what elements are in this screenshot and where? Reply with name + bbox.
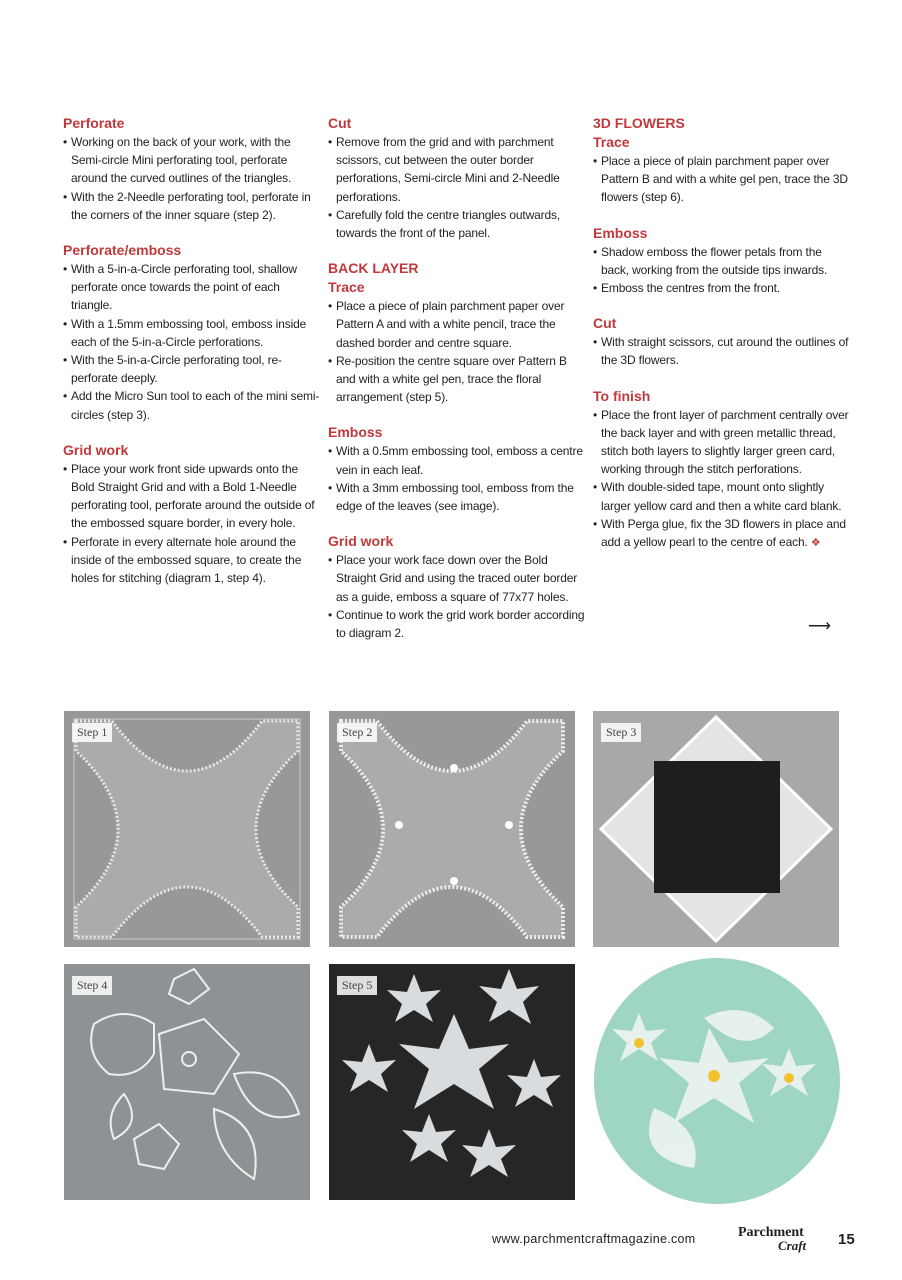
instruction-text: With a 0.5mm embossing tool, emboss a centre vein in each leaf. — [336, 444, 583, 477]
section — [593, 387, 851, 553]
column-2 — [328, 114, 586, 659]
section — [63, 241, 321, 424]
step-label: Step 2 — [337, 723, 377, 742]
column-3 — [593, 114, 851, 569]
column-1 — [63, 114, 321, 604]
instruction-text: Place your work front side upwards onto the Bold Straight Grid and with a Bold 1-Needle perforating tool, perforate around the outside of the embossed square border, in every hole. — [71, 461, 315, 531]
instruction-text: With a 1.5mm embossing tool, emboss inside each of the 5-in-a-Circle perforations. — [71, 316, 307, 349]
instruction-text: Carefully fold the centre triangles outwards, towards the front of the panel. — [336, 207, 561, 241]
finished-card-photo — [594, 958, 840, 1204]
section-heading: Grid work — [328, 533, 394, 550]
instruction-list — [328, 133, 586, 242]
instruction-list — [63, 260, 321, 424]
instruction-item — [593, 478, 851, 514]
instruction-text: Continue to work the grid work border according to diagram 2. — [336, 607, 585, 641]
magazine-logo: Parchment Craft — [738, 1225, 807, 1253]
instruction-item — [328, 206, 586, 242]
instruction-text: With a 5-in-a-Circle perforating tool, shallow perforate once towards the point of each triangle. — [71, 262, 297, 313]
step-label: Step 1 — [72, 723, 112, 742]
section-heading: Grid work — [63, 441, 129, 458]
section-heading: Perforate — [63, 115, 125, 131]
section-heading: BACK LAYER — [328, 260, 419, 277]
section-heading: Emboss — [593, 224, 648, 241]
instruction-item — [328, 297, 586, 352]
instruction-item — [593, 515, 851, 552]
instruction-item — [328, 606, 586, 642]
continue-arrow-icon: ⟶ — [808, 618, 831, 635]
instruction-text: Emboss the centres from the front. — [601, 281, 780, 296]
instruction-text: Shadow emboss the flower petals from the back, working from the outside tips inwards. — [601, 244, 828, 277]
instruction-text: With the 2-Needle perforating tool, perforate in the corners of the inner square (step 2). — [71, 189, 311, 222]
step-5-photo — [329, 964, 575, 1200]
instruction-list — [593, 152, 851, 207]
instruction-item — [63, 460, 321, 533]
instruction-list — [593, 406, 851, 553]
section-heading: Cut — [328, 115, 352, 131]
instruction-text: With straight scissors, cut around the outlines of the 3D flowers. — [601, 335, 849, 368]
section — [328, 259, 586, 406]
instruction-item — [328, 352, 586, 407]
end-mark-icon: ❖ — [810, 537, 821, 550]
instruction-item — [593, 152, 851, 207]
step-1-photo — [64, 711, 310, 947]
instruction-text: With Perga glue, fix the 3D flowers in place and add a yellow pearl to the centre of each. — [601, 516, 846, 550]
section — [593, 314, 851, 369]
instruction-item — [63, 533, 321, 588]
instruction-list — [593, 333, 851, 369]
section-subheading: Trace — [593, 134, 630, 150]
step-3-photo — [593, 711, 839, 947]
instruction-text: With the 5-in-a-Circle perforating tool, re-perforate deeply. — [71, 353, 282, 386]
instruction-item — [63, 133, 321, 188]
section — [593, 224, 851, 298]
step-label: Step 3 — [601, 723, 641, 742]
instruction-item — [63, 188, 321, 224]
instruction-item — [593, 406, 851, 479]
section-subheading: Trace — [328, 279, 365, 296]
section-heading: To finish — [593, 387, 651, 404]
instruction-item — [63, 315, 321, 351]
instruction-list — [328, 551, 586, 642]
section — [63, 441, 321, 587]
instruction-list — [63, 460, 321, 587]
instruction-item — [593, 243, 851, 279]
instruction-text: Perforate in every alternate hole around the inside of the embossed square, to create the holes for stitching (diagram 1, step 4). — [71, 534, 302, 586]
instruction-item — [328, 551, 586, 606]
instruction-text: Place a piece of plain parchment paper over Pattern B and with a white gel pen, trace the 3D flowers (step 6). — [601, 154, 848, 205]
section-heading: Perforate/emboss — [63, 242, 182, 259]
instruction-item — [328, 442, 586, 478]
step-label: Step 5 — [337, 976, 377, 995]
instruction-item — [63, 351, 321, 387]
instruction-item — [63, 260, 321, 315]
section — [593, 114, 851, 207]
footer-url: www.parchmentcraftmagazine.com — [492, 1232, 696, 1246]
instruction-text: Remove from the grid and with parchment scissors, cut between the outer border perforations, Semi-circle Mini and 2-Needle perforations. — [336, 135, 560, 204]
instruction-item — [63, 387, 321, 423]
step-label: Step 4 — [72, 976, 112, 995]
instruction-text: With a 3mm embossing tool, emboss from the edge of the leaves (see image). — [336, 480, 574, 514]
section — [328, 532, 586, 642]
instruction-item — [593, 333, 851, 369]
instruction-text: Add the Micro Sun tool to each of the mini semi-circles (step 3). — [71, 389, 320, 422]
instruction-item — [593, 279, 851, 297]
instruction-item — [328, 133, 586, 206]
section-heading: Emboss — [328, 424, 383, 441]
instruction-list — [63, 133, 321, 224]
section-heading: Cut — [593, 315, 617, 332]
instruction-list — [593, 243, 851, 298]
section — [63, 114, 321, 224]
instruction-list — [328, 297, 586, 406]
page-number: 15 — [838, 1231, 855, 1248]
instruction-text: Working on the back of your work, with the Semi-circle Mini perforating tool, perforate around the curved outlines of the triangles. — [71, 135, 292, 186]
section-heading: 3D FLOWERS — [593, 115, 685, 131]
instruction-text: With double-sided tape, mount onto slightly larger yellow card and then a white card blank. — [601, 480, 842, 513]
instruction-item — [328, 479, 586, 515]
section — [328, 423, 586, 515]
section — [328, 114, 586, 242]
step-4-photo — [64, 964, 310, 1200]
instruction-text: Place a piece of plain parchment paper over Pattern A and with a white pencil, trace the dashed border and centre square. — [336, 299, 565, 350]
step-2-photo — [329, 711, 575, 947]
instruction-text: Place your work face down over the Bold Straight Grid and using the traced outer border as a guide, emboss a square of 77x77 holes. — [336, 553, 578, 604]
instruction-list — [328, 442, 586, 515]
instruction-text: Re-position the centre square over Pattern B and with a white gel pen, trace the floral arrangement (step 5). — [336, 353, 567, 405]
instruction-text: Place the front layer of parchment centrally over the back layer and with green metallic thread, stitch both layers to slightly larger green card, working through the stitch perforations. — [601, 407, 849, 477]
